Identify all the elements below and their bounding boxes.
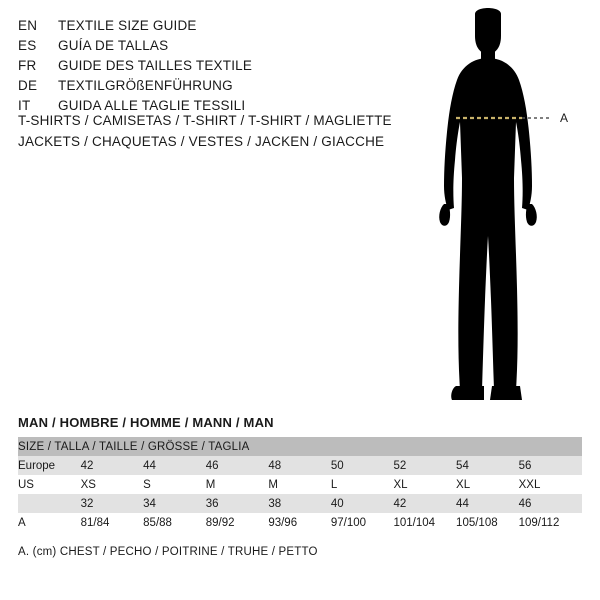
language-text: TEXTILGRÖßENFÜHRUNG bbox=[58, 78, 233, 93]
cell: 54 bbox=[456, 456, 519, 475]
cell: 93/96 bbox=[268, 513, 331, 532]
language-text: GUIDA ALLE TAGLIE TESSILI bbox=[58, 98, 246, 113]
cell: 40 bbox=[331, 494, 394, 513]
language-text: GUÍA DE TALLAS bbox=[58, 38, 169, 53]
cell: 85/88 bbox=[143, 513, 206, 532]
cell: 50 bbox=[331, 456, 394, 475]
cell: M bbox=[206, 475, 269, 494]
cell: 46 bbox=[519, 494, 582, 513]
table-header-row bbox=[18, 437, 582, 456]
cell: 109/112 bbox=[519, 513, 582, 532]
language-list bbox=[18, 16, 398, 116]
language-code: FR bbox=[18, 58, 37, 73]
language-code: IT bbox=[18, 98, 31, 113]
language-text: GUIDE DES TAILLES TEXTILE bbox=[58, 58, 253, 73]
language-code: EN bbox=[18, 18, 38, 33]
category-jackets: JACKETS / CHAQUETAS / VESTES / JACKEN / GIACCHE bbox=[18, 134, 385, 149]
cell: L bbox=[331, 475, 394, 494]
garment-category-list bbox=[18, 110, 418, 152]
cell: XL bbox=[393, 475, 456, 494]
cell: 52 bbox=[393, 456, 456, 475]
size-table-section bbox=[18, 415, 582, 558]
cell: XS bbox=[81, 475, 144, 494]
language-row bbox=[18, 76, 398, 96]
cell: 42 bbox=[81, 456, 144, 475]
cell: XXL bbox=[519, 475, 582, 494]
table-row bbox=[18, 475, 582, 494]
cell: 32 bbox=[81, 494, 144, 513]
language-text: TEXTILE SIZE GUIDE bbox=[58, 18, 197, 33]
cell: 101/104 bbox=[393, 513, 456, 532]
cell: 56 bbox=[519, 456, 582, 475]
cell: 89/92 bbox=[206, 513, 269, 532]
body-figure bbox=[400, 8, 600, 408]
table-header-label: SIZE / TALLA / TAILLE / GRÖSSE / TAGLIA bbox=[18, 437, 582, 456]
measure-label-a: A bbox=[560, 111, 569, 125]
cell: 44 bbox=[456, 494, 519, 513]
language-row bbox=[18, 16, 398, 36]
row-label: Europe bbox=[18, 456, 81, 475]
table-row bbox=[18, 494, 582, 513]
male-silhouette-icon bbox=[400, 8, 600, 408]
cell: M bbox=[268, 475, 331, 494]
cell: S bbox=[143, 475, 206, 494]
category-tshirts: T-SHIRTS / CAMISETAS / T-SHIRT / T-SHIRT / MAGLIETTE bbox=[18, 113, 392, 128]
table-title: MAN / HOMBRE / HOMME / MANN / MAN bbox=[18, 415, 274, 430]
table-row bbox=[18, 513, 582, 532]
language-row bbox=[18, 36, 398, 56]
cell: 42 bbox=[393, 494, 456, 513]
language-code: DE bbox=[18, 78, 38, 93]
row-label: US bbox=[18, 475, 81, 494]
row-label bbox=[18, 494, 81, 513]
table-row bbox=[18, 456, 582, 475]
size-table bbox=[18, 437, 582, 532]
cell: 97/100 bbox=[331, 513, 394, 532]
cell: 34 bbox=[143, 494, 206, 513]
language-row bbox=[18, 56, 398, 76]
cell: 48 bbox=[268, 456, 331, 475]
row-label: A bbox=[18, 513, 81, 532]
language-code: ES bbox=[18, 38, 37, 53]
table-footnote: A. (cm) CHEST / PECHO / POITRINE / TRUHE / PETTO bbox=[18, 546, 318, 558]
cell: 81/84 bbox=[81, 513, 144, 532]
cell: 44 bbox=[143, 456, 206, 475]
cell: XL bbox=[456, 475, 519, 494]
cell: 105/108 bbox=[456, 513, 519, 532]
cell: 38 bbox=[268, 494, 331, 513]
cell: 46 bbox=[206, 456, 269, 475]
cell: 36 bbox=[206, 494, 269, 513]
